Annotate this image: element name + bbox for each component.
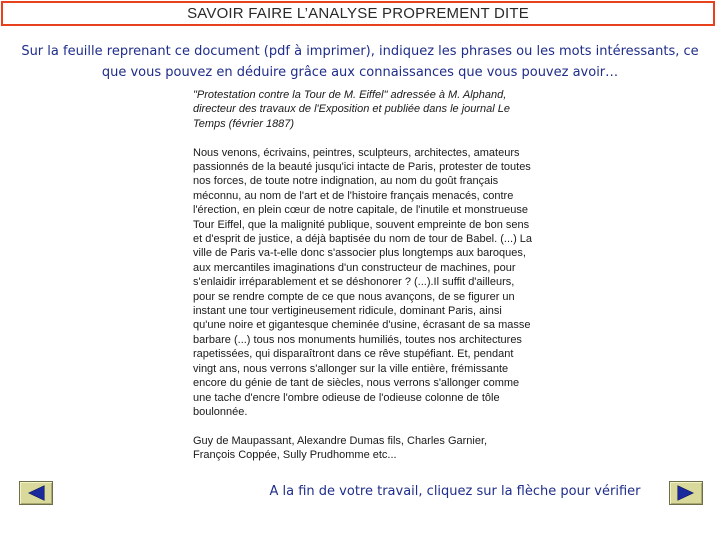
instructions-line: que vous pouvez en déduire grâce aux connaissances que vous pouvez avoir… [101, 65, 619, 80]
document-signatories [193, 434, 575, 463]
document-body-line: et d'esprit de justice, a déjà baptisée du nom de tour de Babel. (...) La [193, 233, 533, 246]
document-body-line: nos forces, de toute notre indignation, au nom du goût français [193, 175, 499, 188]
document-body-line: rapetissées, qui disparaîtront dans ce rêve stupéfiant. Et, pendant [193, 348, 514, 361]
instructions-line: Sur la feuille reprenant ce document (pdf à imprimer), indiquez les phrases ou les mots intéressants, ce [21, 44, 699, 59]
document-body-line: vingt ans, nous verrons s'allonger sur la ville entière, frémissante [193, 362, 509, 375]
document-body [193, 146, 575, 420]
document-body-line: ville de Paris va-t-elle donc s'associer plus longtemps aux baroques, [193, 247, 526, 260]
document-body-line: barbare (...) tous nos monuments humiliés, toutes nos architectures [193, 333, 522, 346]
triangle-left-icon [20, 482, 52, 504]
footer-instruction: A la fin de votre travail, cliquez sur la flèche pour vérifier [269, 484, 641, 499]
document-body-line: passionnés de la beauté jusqu'ici intacte de Paris, protester de toutes [193, 161, 531, 174]
document-body-line: l'érection, en plein cœur de notre capitale, de l'inutile et monstrueuse [193, 204, 528, 217]
page-title: SAVOIR FAIRE L’ANALYSE PROPREMENT DITE [187, 5, 529, 22]
next-button[interactable] [669, 481, 703, 505]
document-body-line: instant une tour vertigineusement ridicule, dominant Paris, ainsi [193, 305, 502, 318]
document-body-line: encore du génie de tant de siècles, nous verrons s'allonger comme [193, 377, 520, 390]
document-body-line: qu'une noire et gigantesque cheminée d'usine, écrasant de sa masse [193, 319, 531, 332]
triangle-right-icon [670, 482, 702, 504]
document-body-line: pour se rendre compte de ce que nous avançons, de se figurer un [193, 290, 515, 303]
document-heading-line: Temps (février 1887) [193, 117, 295, 130]
title-banner [1, 1, 715, 26]
document-heading-line: directeur des travaux de l'Exposition et publiée dans le journal Le [193, 103, 511, 116]
document-body-line: s'enlaidir irréparablement et se déshonorer ? (...).Il suffit d'ailleurs, [193, 276, 515, 289]
signatories-line: François Coppée, Sully Prudhomme etc... [193, 449, 397, 462]
document-body-line: Tour Eiffel, que la malignité publique, souvent empreinte de bon sens [193, 218, 530, 231]
document-body-line: méconnu, au nom de l'art et de l'histoire français menacés, contre [193, 189, 514, 202]
document-heading-line: "Protestation contre la Tour de M. Eiffel" adressée à M. Alphand, [193, 89, 507, 101]
document-excerpt [193, 88, 575, 463]
document-body-line: aux mercantiles imaginations d'un constructeur de machines, pour [193, 261, 516, 274]
instructions [14, 41, 706, 83]
document-body-line: une tache d'encre l'ombre odieuse de l'odieuse colonne de tôle [193, 391, 500, 404]
previous-button[interactable] [19, 481, 53, 505]
document-body-line: boulonnée. [193, 405, 248, 418]
signatories-line: Guy de Maupassant, Alexandre Dumas fils, Charles Garnier, [193, 434, 488, 447]
document-heading [193, 88, 575, 131]
document-body-line: Nous venons, écrivains, peintres, sculpteurs, architectes, amateurs [193, 146, 520, 159]
